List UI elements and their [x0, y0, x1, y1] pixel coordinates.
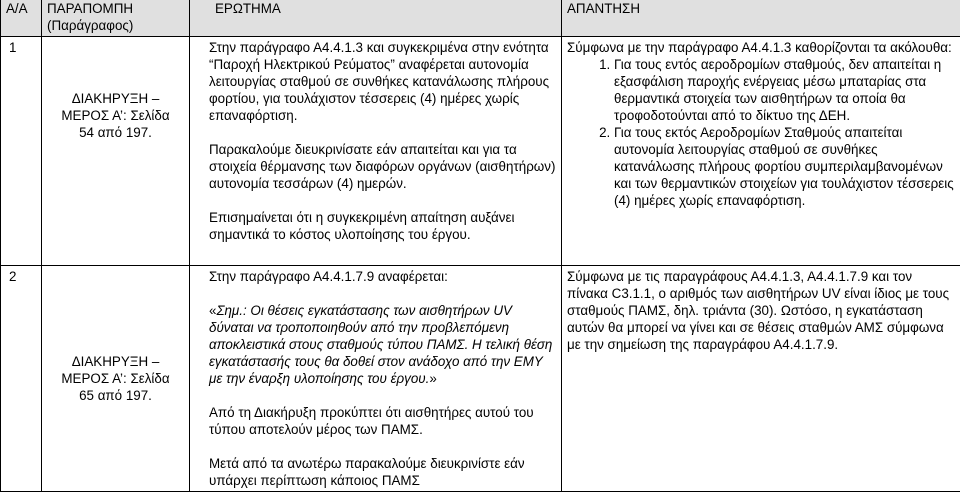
row-question [190, 266, 562, 492]
question-paragraph: Στην παράγραφο Α4.4.1.3 και συγκεκριμένα στην ενότητα “Παροχή Ηλεκτρικού Ρεύματος” αναφέρεται αυτονομία λειτουργίας σταθμού σε συνθήκες κατανάλωσης πλήρους φορτίου, για τουλάχιστον τέσσερεις (4) ημέρες χωρίς επαναφόρτιση. [209, 40, 550, 123]
row-answer [562, 37, 960, 266]
question-quote [209, 302, 556, 387]
row-reference [42, 266, 190, 492]
reference-line: ΔΙΑΚΗΡΥΞΗ – [71, 91, 160, 106]
question-paragraph: Επισημαίνεται ότι η συγκεκριμένη απαίτηση αυξάνει σημαντικά το κόστος υλοποίησης του έργου. [209, 210, 515, 242]
question-paragraph: Μετά από τα ανωτέρω παρακαλούμε διευκρινίστε εάν υπάρχει περίπτωση κάποιος ΠΑΜΣ [209, 456, 525, 488]
question-paragraph: Στην παράγραφο Α4.4.1.7.9 αναφέρεται: [209, 269, 448, 284]
answer-paragraph: Σύμφωνα με τις παραγράφους Α4.4.1.3, Α4.4.1.7.9 και τον πίνακα C3.1.1, ο αριθμός των αισθητήρων UV είναι ίδιος με τους σταθμούς ΠΑΜΣ, δηλ. τριάντα (30). Ωστόσο, η εγκατάσταση αυτών θα μπορεί να γίνει και σε θέσεις σταθμών ΑΜΣ σύμφωνα με την σημείωση της παραγράφου Α4.4.1.7.9. [567, 269, 950, 352]
quote-close-mark: » [429, 371, 437, 386]
row-question [190, 37, 562, 266]
answer-list-item: 2. Για τους εκτός Αεροδρομίων Σταθμούς απαιτείται αυτονομία λειτουργίας σταθμού σε συνθήκες κατανάλωσης πλήρους φορτίου συμπεριλαμβανομένων και των θερμαντικών στοιχείων για τουλάχιστον τέσσερεις (4) ημέρες χωρίς επαναφόρτιση. [614, 124, 955, 209]
answer-intro: Σύμφωνα με την παράγραφο Α4.4.1.3 καθορίζονται τα ακόλουθα: [567, 40, 952, 55]
header-aa: Α/Α [1, 0, 42, 37]
question-paragraph: Από τη Διακήρυξη προκύπτει ότι αισθητήρες αυτού του τύπου αποτελούν μέρος των ΠΑΜΣ. [209, 405, 534, 437]
row-number: 2 [1, 266, 42, 492]
header-answer: ΑΠΑΝΤΗΣΗ [562, 0, 960, 37]
header-question: ΕΡΩΤΗΜΑ [190, 0, 562, 37]
reference-line: ΜΕΡΟΣ Α’: Σελίδα [61, 371, 170, 386]
row-number: 1 [1, 37, 42, 266]
row-answer [562, 266, 960, 492]
reference-line: ΜΕΡΟΣ Α’: Σελίδα [61, 108, 170, 123]
question-paragraph: Παρακαλούμε διευκρινίσατε εάν απαιτείται και για τα στοιχεία θέρμανσης των διαφόρων οργάνων (αισθητήρων) αυτονομία τεσσάρων (4) ημερών. [209, 142, 556, 191]
row-reference [42, 37, 190, 266]
reference-line: 65 από 197. [79, 388, 152, 403]
answer-list [567, 56, 955, 209]
quote-open-mark: « [209, 303, 217, 318]
table-row [1, 37, 960, 266]
answer-list-item: 1. Για τους εντός αεροδρομίων σταθμούς, δεν απαιτείται η εξασφάλιση παροχής ενέργειας μέσω μπαταρίας στα θερμαντικά στοιχεία των αισθητήρων τα οποία θα τροφοδοτούνται από το δίκτυο της ΔΕΗ. [614, 56, 955, 124]
header-reference: ΠΑΡΑΠΟΜΠΗ (Παράγραφος) [42, 0, 190, 37]
header-row [1, 0, 960, 37]
quote-text: Σημ.: Οι θέσεις εγκατάστασης των αισθητήρων UV δύναται να τροποποιηθούν από την προβλεπόμενη αποκλειστικά στους σταθμούς τύπου ΠΑΜΣ. Η τελική θέση εγκατάστασής τους θα δοθεί στον ανάδοχο από την ΕΜΥ με την έναρξη υλοποίησης του έργου. [209, 303, 553, 386]
table-row [1, 266, 960, 492]
reference-line: 54 από 197. [79, 125, 152, 140]
reference-line: ΔΙΑΚΗΡΥΞΗ – [71, 354, 160, 369]
